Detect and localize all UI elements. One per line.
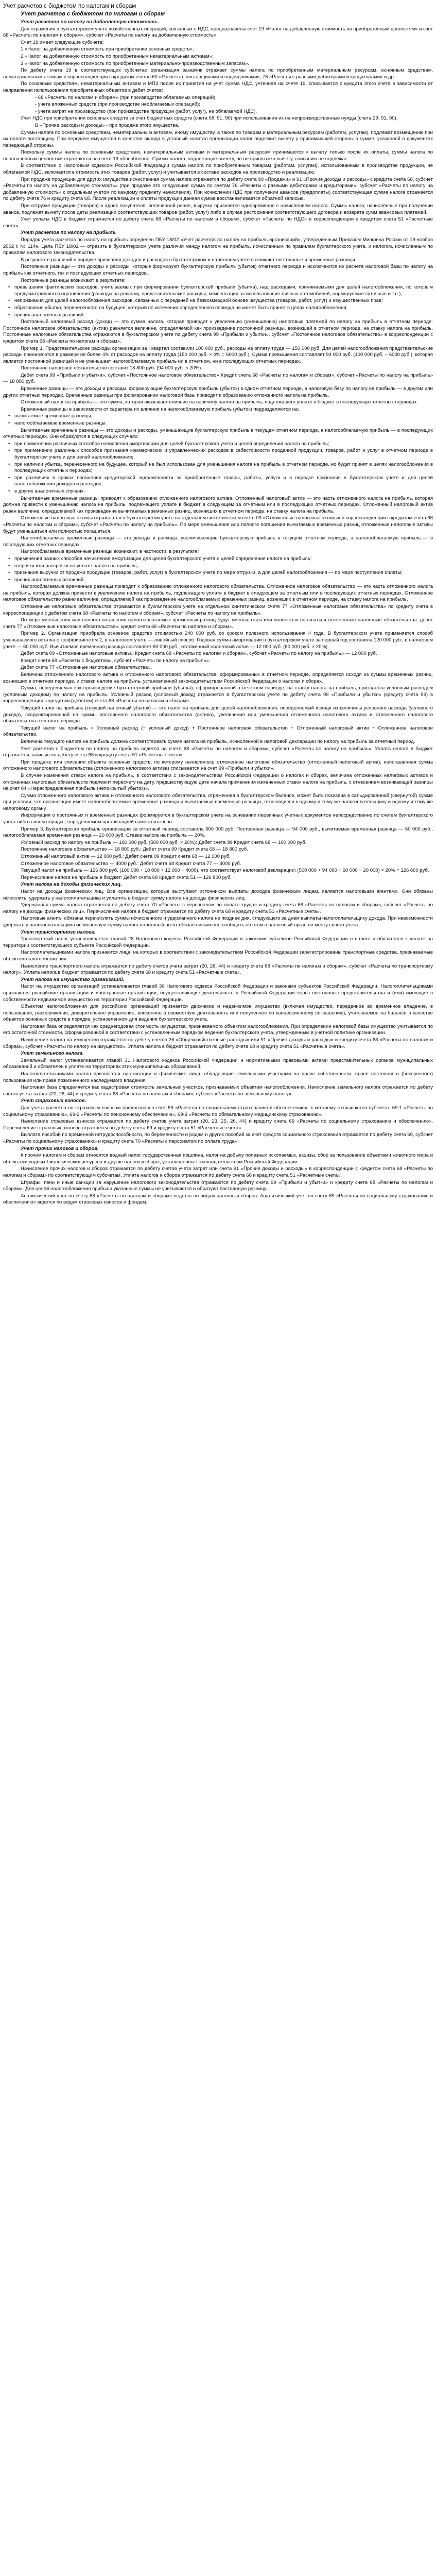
section-heading: Учет налога на имущество организаций. — [21, 976, 125, 982]
paragraph: Объектом налогообложения для российских организаций признается движимое и недвижимое имущество (включая имущество, переданное во временное владение, в пользование, распоряжение, доверительное управление, внесенное в совместную деятельность или полученное по концессионному соглашению), учитываемое на балансе в качестве объектов основных средств в порядке, установленном для ведения бухгалтерского учета. — [3, 1004, 433, 1023]
paragraph: По дебету счета 19 в соответствующих субсчетах организация заказчик отражает суммы налога по приобретенным материальным ресурсам, основным средствам, нематериальным активам в корреспонденции с кредитом счетов 60 «Расчеты с поставщиками и подрядчиками», 76 «Расчеты с разными дебиторами и кредиторами» и др. — [3, 67, 433, 80]
list-item: • при наличии убытка, перенесенного на будущее, который не был использован для уменьшения налога на прибыль в отчетном периоде, но будет принят в целях налогообложения в последующих отчетных периодах; — [3, 462, 433, 474]
section-heading: Учет налога на доходы физических лиц. — [21, 882, 122, 888]
paragraph: Постоянные разницы — это доходы и расходы, которые формируют бухгалтерскую прибыль (убыток) отчетного периода и исключаются из расчета налоговой базы по налогу на прибыль как отчетного, так и последующих отчетных периодов. — [3, 264, 433, 276]
list-item: • отсрочки или рассрочки по уплате налога на прибыль; — [3, 563, 433, 570]
paragraph: Величина текущего налога на прибыль должна соответствовать сумме налога на прибыль, исчисленной в налоговой декларации по налогу на прибыль за отчетный период. — [21, 738, 415, 744]
paragraph: В случае изменения ставок налога на прибыль, в соответствии с законодательством Российской Федерации о налогах и сборах, величина отложенных налоговых активов и отложенных налоговых обязательств подлежит пересчету на дату, предшествующую дате начала применения измененных ставок налога на прибыль, с отнесением возникающей разницы на счет 84 «Нераспределенная прибыль (непокрытый убыток)». — [3, 772, 433, 792]
paragraph: Временные разницы в зависимости от характера их влияния на налогооблагаемую прибыль (убыток) подразделяются на: — [21, 406, 299, 412]
paragraph: Начисление налога на имущество отражается по дебету счетов 26 «Общехозяйственные расходы» или 91 «Прочие доходы и расходы» и кредиту счета 68 «Расчеты по налогам и сборам», субсчет «Расчеты по налогу на имущество». Уплата налога в бюджет отражается по дебету счета 68 и кредиту счета 51 «Расчетные счета». — [3, 1037, 433, 1049]
document-title: Учет расчетов с бюджетом по налогам и сборам — [3, 3, 136, 9]
paragraph: Текущий налог на прибыль = Условный расход (− условный доход) + Постоянное налоговое обязательство + Отложенный налоговый актив − Отложенное налоговое обязательство. — [3, 725, 433, 738]
paragraph: Налог на доходы физических лиц. Все организации, которые выступают источником выплаты доходов физическим лицам, являются налоговыми агентами. Они обязаны исчислить, удержать у налогоплательщика и уплатить в бюджет сумму налога на доходы физических лиц. — [3, 889, 433, 901]
paragraph: Дебет счета 77 «Отложенные налоговые обязательства». — [21, 665, 152, 671]
section-heading: Учет расчетов по налогу на прибыль. — [21, 230, 117, 236]
paragraph: Информация о постоянных и временных разницах формируется в бухгалтерском учете на основании первичных учетных документов непосредственно по счетам бухгалтерского учета либо в ином порядке, определяемом организацией самостоятельно. — [3, 812, 433, 825]
paragraph: В результате различий в порядке признания доходов и расходов в бухгалтерском и налоговом учете возникают постоянные и временные разницы. — [21, 257, 357, 263]
paragraph: Налогооблагаемые временные разницы возникают, в частности, в результате: — [21, 549, 199, 555]
paragraph: Сумма, определяемая как произведение бухгалтерской прибыли (убытка), сформированной в отчетном периоде, на ставку налога на прибыль, признается условным расходом (условным доходом) по налогу на прибыль. Условный расход (условный доход) отражается в бухгалтерском учете по дебету счета 99 «Прибыли и убытки» (кредиту счета 99) в корреспонденции с кредитом (дебетом) счета 68 «Расчеты по налогам и сборам». — [3, 685, 433, 704]
paragraph: Начисление страховых взносов отражается по дебету счетов учета затрат (20, 23, 25, 26, 44) и кредиту счета 69 «Расчеты по социальному страхованию и обеспечению». Перечисление страховых взносов отражается по дебету счета 69 и кредиту счета 51 «Расчетные счета». — [3, 1118, 433, 1131]
paragraph: Учет уплаты НДС в бюджет отражается по дебету счета 68 «Расчеты по налогам и сборам», субсчет «Расчеты по НДС» в корреспонденции с кредитом счета 51 «Расчетные счета». — [3, 216, 433, 229]
paragraph: По мере уменьшения или полного погашения налогооблагаемых временных разниц будут уменьшаться или полностью погашаться отложенные налоговые обязательства: дебет счета 77 «Отложенные налоговые обязательства», кредит счета 68 «Расчеты по налогам и сборам». — [3, 617, 433, 630]
paragraph: Аналитический учет по счету 68 «Расчеты по налогам и сборам» ведется по видам налогов и сборов. Аналитический учет по счету 69 «Расчеты по социальному страхованию и обеспечению» ведется по видам страховых взносов и фондам. — [3, 1193, 433, 1206]
paragraph: Поскольку суммы налога по основным средствам, нематериальным активам и материальным ресурсам принимаются к вычету только после их оплаты, суммы налога по неоплаченным ценностям отражаются на счете 19 обособленно. Суммы налога, подлежащие вычету, но не принятые к вычету, списанию не подлежат. — [3, 149, 433, 162]
paragraph: Удержанная сумма налога отражается по дебету счета 70 «Расчеты с персоналом по оплате труда» и кредиту счета 68 «Расчеты по налогам и сборам», субсчет «Расчеты по налогу на доходы физических лиц». Перечисление налога в бюджет отражается по дебету счета 68 и кредиту счета 51 «Расчетные счета». — [3, 902, 433, 914]
paragraph: При продаже или списании объекта основных средств, по которому начислялось отложенное налоговое обязательство (отложенный налоговый актив), непогашенная сумма отложенного налогового обязательства (отложенного налогового актива) списывается на счет 99 «Прибыли и убытки». — [3, 759, 433, 772]
list-item: • вычитаемые временные разницы; — [3, 413, 433, 420]
paragraph: Начисление транспортного налога отражается по дебету счетов учета затрат (20, 26, 44) и кредиту счета 68 «Расчеты по налогам и сборам», субсчет «Расчеты по транспортному налогу». Уплата налога в бюджет отражается по дебету счета 68 и кредиту счета 51 «Расчетные счета». — [3, 963, 433, 976]
paragraph: Налогоплательщиками налога признаются организации и физические лица, обладающие земельными участками на праве собственности, праве постоянного (бессрочного) пользования или праве пожизненного наследуемого владения. — [3, 1071, 433, 1083]
paragraph: Транспортный налог устанавливается главой 28 Налогового кодекса Российской Федерации и законами субъектов Российской Федерации о налоге и обязателен к уплате на территории соответствующего субъекта Российской Федерации. — [3, 936, 433, 948]
document-subtitle: Учет расчетов с бюджетом по налогам и сборам — [21, 11, 165, 17]
paragraph: Отложенные налоговые активы отражаются в бухгалтерском учете на отдельном синтетическом счете 09 «Отложенные налоговые активы» в корреспонденции с кредитом счета 68 «Расчеты по налогам и сборам», субсчет «Расчеты по налогу на прибыль». По мере уменьшения или полного погашения вычитаемых временных разниц отложенные налоговые активы будут уменьшаться или полностью погашаться. — [3, 515, 433, 534]
paragraph: При отгрузке продукции (товаров) в адрес покупателя, оплаченной ранее, выручка признается одновременно с начислением налога. Суммы налога, начисленные при получении аванса, подлежат вычету после даты реализации соответствующих товаров (работ, услуг) либо в случае расторжения соответствующего договора и возврата сумм авансовых платежей. — [3, 203, 433, 215]
list-item: В «Прочие расходы и доходы» - при продаже этого имущества. — [35, 122, 180, 128]
paragraph: Постоянные разницы возникают в результате: — [21, 277, 126, 283]
paragraph: Сумма отложенного налогового актива и отложенного налогового обязательства, отраженная в бухгалтерском балансе, может быть показана в сальдированной (свернутой) сумме при условии, что организация имеет налогооблагаемые временные разницы и вычитаемые временные разницы, относящиеся к одному и тому же налогоплательщику и одному и тому же налоговому органу. — [3, 792, 433, 811]
paragraph: Учет расчетов с бюджетом по налогу на прибыль ведется на счете 68 «Расчеты по налогам и сборам», субсчет «Расчеты по налогу на прибыль». Уплата налога в бюджет отражается записью по дебету счета 68 и кредиту счета 51 «Расчетные счета». — [3, 745, 433, 758]
paragraph: Выплата пособий по временной нетрудоспособности, по беременности и родам и других пособий за счет средств социального страхования отражается по дебету счета 69, субсчет «Расчеты по социальному страхованию» и кредиту счета 70 «Расчеты с персоналом по оплате труда». — [3, 1132, 433, 1144]
paragraph: Текущий налог на прибыль (текущий налоговый убыток) — это налог на прибыль для целей налогообложения, определяемый исходя из величины условного расхода (условного дохода), скорректированной на суммы постоянного налогового обязательства (актива), увеличения или уменьшения отложенного налогового актива и отложенного налогового обязательства отчетного периода. — [3, 705, 433, 724]
paragraph: Порядок учета расчетов по налогу на прибыль определен ПБУ 18/02 «Учет расчетов по налогу на прибыль организаций», утвержденным Приказом Минфина России от 19 ноября 2002 г. № 114н. Цель ПБУ 18/02 — отразить в бухгалтерском учете различия между налогом на прибыль, исчисленным по правилам бухгалтерского учета, и налогом, исчисленным по правилам налогового законодательства. — [3, 237, 433, 256]
paragraph: Налогооблагаемые временные разницы приводят к образованию отложенного налогового обязательства. Отложенное налоговое обязательство — это часть отложенного налога на прибыль, которая должна привести к увеличению налога на прибыль, подлежащего уплате в бюджет в следующем за отчетным или в последующих отчетных периодах. Отложенное налоговое обязательство равно величине, определяемой как произведение налогооблагаемых временных разниц, возникших в отчетном периоде, на ставку налога на прибыль. — [3, 584, 433, 603]
list-item: • признания выручки от продажи продукции (товаров, работ, услуг) в бухгалтерском учете по мере отгрузки, а для целей налогообложения — по мере поступления оплаты; — [3, 570, 433, 577]
paragraph: Отложенные налоговые обязательства отражаются в бухгалтерском учете на отдельном синтетическом счете 77 «Отложенные налоговые обязательства» по кредиту счета в корреспонденции с дебетом счета 68 «Расчеты по налогам и сборам», субсчет «Расчеты по налогу на прибыль». — [3, 604, 433, 616]
paragraph: Величина отложенного налогового актива и отложенного налогового обязательства, сформированных в отчетном периоде, определяется исходя из суммы временных разниц, возникших в отчетном периоде, и ставки налога на прибыль, установленной законодательством Российской Федерации о налогах и сборах. — [3, 672, 433, 684]
paragraph: Учет НДС при приобретении основных средств за счет бюджетных средств (счета 08, 91, 90) при использовании их на непроизводственные нужды (счета 29, 91, 90). — [21, 115, 398, 122]
section-heading: Учет транспортного налога. — [21, 929, 96, 935]
paragraph: Налог на имущество организаций устанавливается главой 30 Налогового кодекса Российской Федерации и законами субъектов Российской Федерации. Налогоплательщиками признаются российские организации и иностранные организации, осуществляющие деятельность в Российской Федерации через постоянные представительства и (или) имеющие в собственности недвижимое имущество на территории Российской Федерации. — [3, 984, 433, 1003]
list-item: • превышения фактических расходов, учитываемых при формировании бухгалтерской прибыли (убытка), над расходами, принимаемыми для целей налогообложения, по которым предусматриваются ограничения (расходы на рекламу, представительские расходы, компенсация за использование личных автомобилей, нормируемые суточные и т.п.); — [3, 284, 433, 297]
list-item: - 68 «Расчеты по налогам и сборам» (при производстве облагаемых операций); — [35, 94, 217, 100]
list-item: 2 «Налог на добавленную стоимость по приобретенным нематериальным активам»; — [21, 53, 214, 59]
list-item: 3 «Налог на добавленную стоимость по приобретенным материально-производственным запасам». — [21, 60, 249, 66]
paragraph: Отложенный налоговый актив — 12 000 руб.: Дебет счета 09 Кредит счета 68 — 12 000 руб. — [21, 854, 231, 860]
list-item: • при различиях в сроках погашения кредиторской задолженности за приобретенные товары, работы, услуги и в порядке признания в бухгалтерском учете и для целей налогообложения доходов и расходов; — [3, 475, 433, 488]
paragraph: Пример 1. Представительские расходы организации за I квартал составили 100 000 руб., расходы на оплату труда — 150 000 руб. Для целей налогообложения представительские расходы принимаются в размере не более 4% от расходов на оплату труда (150 000 руб. × 4% = 6000 руб.). Сумма превышения составляет 94 000 руб. (100 000 руб. − 6000 руб.), которая является постоянной разницей и не уменьшает налогооблагаемую прибыль ни в отчетном, ни в последующих отчетных периодах. — [3, 345, 433, 364]
list-item: - учета затрат на производство (при производстве продукции (работ, услуг), не облагаемой НДС). — [35, 108, 257, 114]
paragraph: Штрафы, пени и иные санкции за нарушение налогового законодательства отражаются по дебету счета 99 «Прибыли и убытки» и кредиту счета 68 «Расчеты по налогам и сборам». Для целей налогообложения прибыли указанные суммы не учитываются и образуют постоянную разницу. — [3, 1179, 433, 1192]
paragraph: Дебет счета 99 «Прибыли и убытки», субсчет «Постоянное налоговое обязательство» Кредит счета 68 «Расчеты по налогам и сборам», субсчет «Расчеты по налогу на прибыль» — 18 800 руб. — [3, 372, 433, 385]
paragraph: Пример 2. Организация приобрела основное средство стоимостью 240 000 руб. со сроком полезного использования 4 года. В бухгалтерском учете применяется способ уменьшаемого остатка с коэффициентом 2, в налоговом учете — линейный способ. Годовая сумма амортизации в бухгалтерском учете за первый год составила 120 000 руб., в налоговом учете — 60 000 руб. Вычитаемая временная разница составляет 60 000 руб., отложенный налоговый актив — 12 000 руб. (60 000 руб. × 20%). — [3, 631, 433, 650]
page — [0, 0, 436, 1206]
list-item: • прочих аналогичных различий. — [3, 577, 433, 584]
section-heading: Учет прочих налогов и сборов. — [21, 1145, 99, 1151]
paragraph: Налоговая база определяется как среднегодовая стоимость имущества, признаваемого объектом налогообложения. При определении налоговой базы имущество учитывается по его остаточной стоимости, сформированной в соответствии с установленным порядком ведения бухгалтерского учета, утвержденным в учетной политике организации. — [3, 1023, 433, 1036]
list-item: • при применении различных способов начисления амортизации для целей бухгалтерского учета и целей определения налога на прибыль; — [3, 441, 433, 448]
section-heading: Учет расчетов по налогу на добавленную стоимость. — [21, 19, 159, 25]
paragraph: Для учета расчетов по страховым взносам предназначен счет 69 «Расчеты по социальному страхованию и обеспечению», к которому открываются субсчета: 69-1 «Расчеты по социальному страхованию», 69-2 «Расчеты по пенсионному обеспечению», 69-3 «Расчеты по обязательному медицинскому страхованию». — [3, 1105, 433, 1117]
paragraph: Пример 3. Бухгалтерская прибыль организации за отчетный период составила 500 000 руб. Постоянная разница — 94 000 руб., вычитаемая временная разница — 60 000 руб., налогооблагаемая временная разница — 20 000 руб. Ставка налога на прибыль — 20%. — [3, 826, 433, 839]
document-body — [3, 19, 433, 1206]
section-heading: Учет земельного налога. — [21, 1050, 84, 1057]
paragraph: Текущий налог на прибыль — 126 800 руб. (100 000 + 18 800 + 12 000 − 4000), что соответствует налоговой декларации: (500 000 + 94 000 + 60 000 − 20 000) × 20% = 126 800 руб. — [21, 868, 429, 874]
list-item: • непризнания для целей налогообложения расходов, связанных с передачей на безвозмездной основе имущества (товаров, работ, услуг) и имущественных прав; — [3, 298, 433, 304]
paragraph: Налоговая база определяется как кадастровая стоимость земельных участков, признаваемых объектом налогообложения. Начисление земельного налога отражается по дебету счетов учета затрат (20, 26, 44) и кредиту счета 68 «Расчеты по налогам и сборам», субсчет «Расчеты по земельному налогу». — [3, 1084, 433, 1097]
paragraph: Временные разницы — это доходы и расходы, формирующие бухгалтерскую прибыль (убыток) в одном отчетном периоде, а налоговую базу по налогу на прибыль — в другом или других отчетных периодах. Временные разницы при формировании налоговой базы приводят к образованию отложенного налога на прибыль. — [3, 386, 433, 398]
paragraph: Постоянное налоговое обязательство — 18 800 руб.: Дебет счета 99 Кредит счета 68 — 18 800 руб. — [21, 846, 248, 853]
paragraph: Отложенное налоговое обязательство — 4000 руб.: Дебет счета 68 Кредит счета 77 — 4000 руб. — [21, 860, 241, 867]
paragraph: Суммы налога по основным средствам, нематериальным активам, иному имуществу, а также по товарам и материальным ресурсам (работам, услугам), подлежат возмещению при их оплате поставщику. При передаче имущества в качестве вклада в уставный капитал организации налог подлежит вычету у принимающей стороны в сумме, указанной в документах передающей стороны. — [3, 129, 433, 148]
list-item: • образования убытка, перенесенного на будущее, который по истечении определенного периода не может быть принят в целях налогообложения; — [3, 305, 433, 312]
paragraph: Кредит счета 68 «Расчеты с бюджетом», субсчет «Расчеты по налогу на прибыль». — [21, 657, 211, 664]
list-item: • при применении различных способов признания коммерческих и управленческих расходов в себестоимости проданной продукции, товаров, работ и услуг в отчетном периоде в бухгалтерском учете и для целей налогообложения; — [3, 448, 433, 461]
paragraph: Для отражения в бухгалтерском учете хозяйственных операций, связанных с НДС, предназначены счет 19 «Налог на добавленную стоимость по приобретенным ценностям» и счет 68 «Расчеты по налогам и сборам», субсчет «Расчеты по налогу на добавленную стоимость». — [3, 26, 433, 39]
paragraph: К прочим налогам и сборам относятся водный налог, государственная пошлина, налог на добычу полезных ископаемых, акцизы, сбор за пользование объектами животного мира и объектами водных биологических ресурсов и другие налоги и сборы, установленные законодательством Российской Федерации. — [3, 1153, 433, 1165]
list-item: 1 «Налог на добавленную стоимость при приобретении основных средств»; — [21, 46, 194, 53]
paragraph: Постоянный налоговый расход (доход) — это сумма налога, которая приводит к увеличению (уменьшению) налоговых платежей по налогу на прибыль в отчетном периоде. Постоянное налоговое обязательство (актив) равняется величине, определяемой как произведение постоянной разницы, возникшей в отчетном периоде, на ставку налога на прибыль. Постоянные налоговые обязательства отражаются в бухгалтерском учете по дебету счета 99 «Прибыли и убытки», субсчет «Постоянное налоговое обязательство» в корреспонденции с кредитом счета 68 «Расчеты по налогам и сборам». — [3, 319, 433, 344]
paragraph: Постоянное налоговое обязательство составит 18 800 руб. (94 000 руб. × 20%). — [21, 365, 202, 371]
paragraph: Перечисление налога на прибыль в бюджет: Дебет счета 68 Кредит счета 51 — 126 800 руб. — [21, 874, 232, 880]
paragraph: Налогоплательщиками налога признаются лица, на которых в соответствии с законодательством Российской Федерации зарегистрированы транспортные средства, признаваемые объектом налогообложения. — [3, 950, 433, 962]
paragraph: В соответствии с Налоговым кодексом Российской Федерации сумма налога по приобретенным товарам (работам, услугам), использованным в производстве продукции, не облагаемой НДС, включается в стоимость этих товаров (работ, услуг) и учитывается в составе расходов на производство и реализацию. — [3, 163, 433, 176]
paragraph: Налогооблагаемые временные разницы — это доходы и расходы, увеличивающие бухгалтерскую прибыль в текущем отчетном периоде, а налогооблагаемую прибыль — в последующих отчетных периодах. — [3, 535, 433, 548]
paragraph: Вычитаемые временные разницы — это доходы и расходы, уменьшающие бухгалтерскую прибыль в текущем отчетном периоде, а налогооблагаемую прибыль — в последующих отчетных периодах. Они образуются в следующих случаях: — [3, 427, 433, 440]
list-item: • прочих аналогичных различий. — [3, 312, 433, 319]
paragraph: Земельный налог устанавливается главой 31 Налогового кодекса Российской Федерации и нормативными правовыми актами представительных органов муниципальных образований и обязателен к уплате на территориях этих муниципальных образований. — [3, 1057, 433, 1070]
list-item: • применения разных способов начисления амортизации для целей бухгалтерского учета и целей определения налога на прибыль; — [3, 556, 433, 563]
paragraph: Налоговые агенты обязаны перечислять суммы исчисленного и удержанного налога не позднее дня, следующего за днем выплаты налогоплательщику дохода. При невозможности удержать у налогоплательщика исчисленную сумму налога налоговый агент обязан письменно сообщить об этом в налоговый орган по месту своего учета. — [3, 916, 433, 928]
paragraph: Вычитаемые временные разницы приводят к образованию отложенного налогового актива. Отложенный налоговый актив — это часть отложенного налога на прибыль, которая должна привести к уменьшению налога на прибыль, подлежащего уплате в бюджет в следующем за отчетным или в последующих отчетных периодах. Отложенный налоговый актив равен величине, определяемой как произведение вычитаемых временных разниц, возникших в отчетном периоде, на ставку налога на прибыль. — [3, 495, 433, 514]
list-item: - учета вложенных средств (при производстве необлагаемых операций); — [35, 101, 200, 108]
paragraph: Отложенный налог на прибыль — это сумма, которая оказывает влияние на величину налога на прибыль, подлежащего уплате в бюджет в последующих отчетных периодах. — [21, 399, 418, 405]
paragraph: Начисление прочих налогов и сборов отражается по дебету счетов учета затрат или счета 91 «Прочие доходы и расходы» в корреспонденции с кредитом счета 68 «Расчеты по налогам и сборам» по соответствующим субсчетам. Уплата налогов и сборов отражается по дебету счета 68 и кредиту счета 51 «Расчетные счета». — [3, 1166, 433, 1178]
paragraph: При продаже продукции для других имущества исчисленная сумма налога отражается по дебету счета 90 «Продажи» и 91 «Прочие доходы и расходы» с кредита счета 68, субсчет «Расчеты по налогу на добавленную стоимость» (при продаже это следующие сумма по счетам 76 «Расчеты с разными дебиторами и кредиторами», субсчет «Расчеты по налогу на добавленную стоимость» с отдельным учетом по каждому предмету начисления). При исчислении НДС при получении авансов (предоплаты) соответствующая сумма налога отражается по дебету счета 76 и кредиту счета 68. После реализации и оплаты продукции данная сумма восстанавливается обратной записью. — [3, 176, 433, 202]
paragraph: По основным средствам, нематериальным активам и МПЗ после их принятия на учет сумма НДС, учтенная на счете 19, списывается с кредита этого счета в зависимости от направления использования приобретенных объектов в дебет счетов: — [3, 81, 433, 93]
list-item: • налогооблагаемые временные разницы. — [3, 420, 433, 427]
list-item: • в других аналогичных случаях. — [3, 488, 433, 495]
paragraph: Условный расход по налогу на прибыль — 100 000 руб. (500 000 руб. × 20%): Дебет счета 99 Кредит счета 68 — 100 000 руб. — [21, 839, 307, 845]
paragraph: Дебет счета 09 «Отложенные налоговые активы» Кредит счета 68 «Расчеты по налогам и сборам», субсчет «Расчеты по налогу на прибыль» — 12 000 руб. — [21, 651, 377, 657]
section-heading: Учет страховых взносов. — [21, 1098, 86, 1104]
paragraph: Счет 19 имеет следующие субсчета: — [21, 39, 104, 45]
